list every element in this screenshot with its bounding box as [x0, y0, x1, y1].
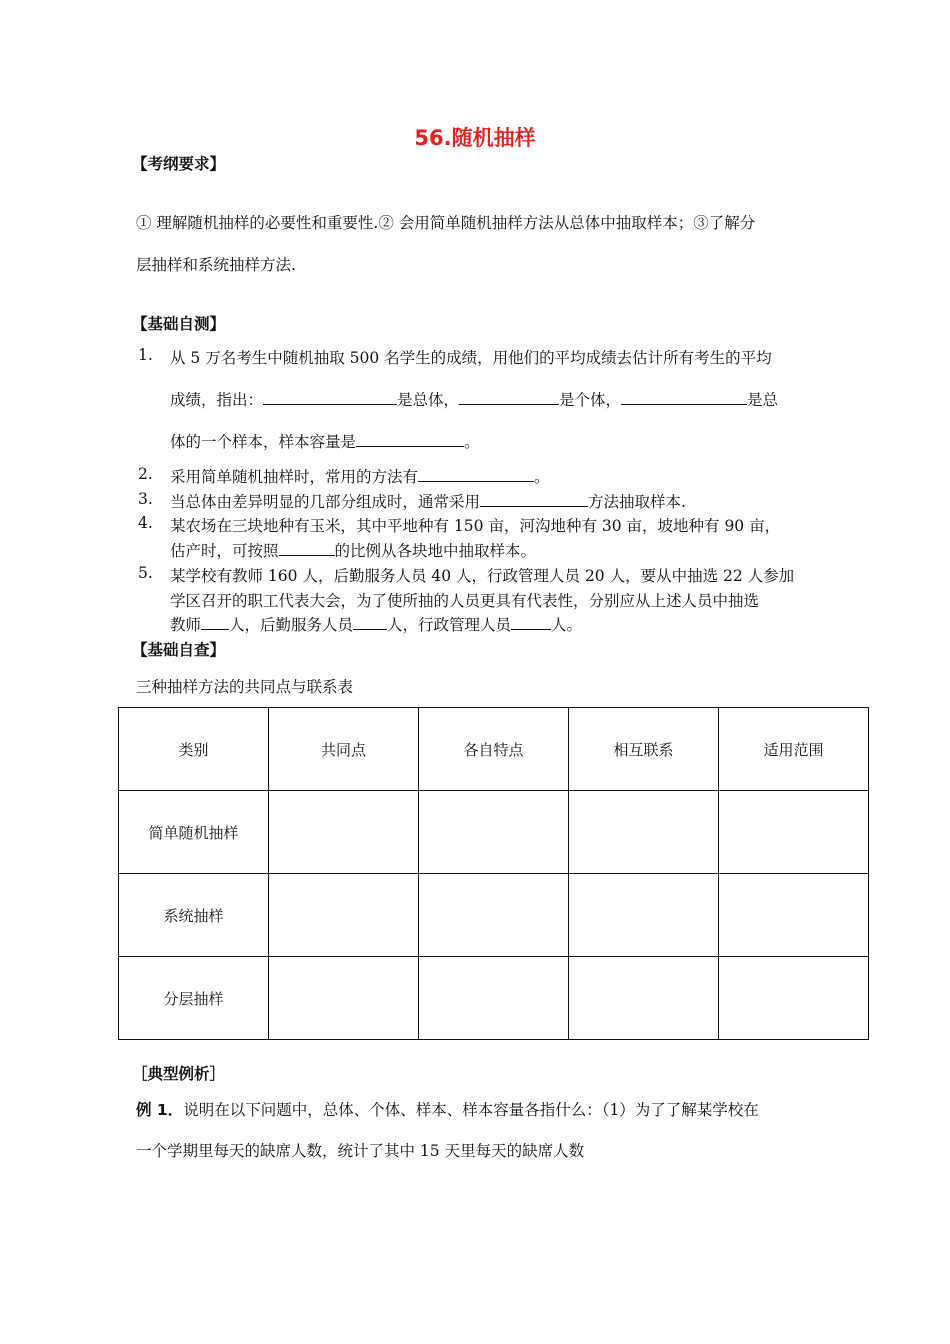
table-header-cell: 各自特点 — [419, 708, 569, 791]
table-row — [119, 791, 869, 874]
answer-cell[interactable] — [419, 874, 569, 957]
answer-blank[interactable] — [356, 431, 464, 447]
question-5-line-2: 学区召开的职工代表大会，为了使所抽的人员更具有代表性，分别应从上述人员中抽选 — [170, 592, 760, 610]
table-header-row — [119, 708, 869, 791]
table-row — [119, 957, 869, 1040]
question-text: 。 — [464, 433, 480, 451]
answer-cell[interactable] — [719, 791, 869, 874]
question-5-line-3: 教师 人，后勤服务人员 人，行政管理人员 人。 — [170, 616, 583, 634]
answer-blank[interactable] — [480, 491, 588, 507]
question-text: 成绩，指出： — [170, 391, 264, 409]
answer-blank[interactable] — [418, 466, 534, 482]
examples-heading: ［典型例析］ — [132, 1065, 226, 1083]
example-label: 例 1． — [136, 1101, 184, 1119]
question-number: 1. — [138, 346, 153, 364]
answer-cell[interactable] — [569, 957, 719, 1040]
answer-cell[interactable] — [719, 874, 869, 957]
table-caption: 三种抽样方法的共同点与联系表 — [136, 678, 354, 696]
page-title: 56.随机抽样 — [414, 126, 536, 150]
answer-blank[interactable] — [459, 389, 559, 405]
table-header-cell: 适用范围 — [719, 708, 869, 791]
answer-cell[interactable] — [269, 957, 419, 1040]
answer-blank[interactable] — [621, 389, 747, 405]
example-1-line-2: 一个学期里每天的缺席人数，统计了其中 15 天里每天的缺席人数 — [136, 1142, 585, 1160]
answer-cell[interactable] — [419, 791, 569, 874]
self-check-heading: 【基础自查】 — [132, 641, 226, 659]
question-text: 是总体， — [397, 391, 460, 409]
table-row — [119, 874, 869, 957]
table-header-cell: 共同点 — [269, 708, 419, 791]
question-number: 2. — [138, 465, 153, 483]
question-text: 是个体， — [559, 391, 622, 409]
answer-blank[interactable] — [201, 614, 229, 630]
question-number: 5. — [138, 564, 153, 582]
answer-blank[interactable] — [353, 614, 387, 630]
answer-blank[interactable] — [511, 614, 551, 630]
answer-blank[interactable] — [263, 389, 397, 405]
question-1-line-2 — [170, 388, 778, 410]
answer-cell[interactable] — [569, 791, 719, 874]
question-4-line-2: 估产时，可按照 的比例从各块地中抽取样本。 — [170, 542, 537, 560]
question-text: 当总体由差异明显的几部分组成时，通常采用 方法抽取样本. — [170, 493, 686, 511]
answer-blank[interactable] — [279, 540, 335, 556]
question-text: 体的一个样本，样本容量是 — [170, 433, 357, 451]
self-test-heading: 【基础自测】 — [132, 315, 226, 333]
answer-cell[interactable] — [719, 957, 869, 1040]
requirements-line-2: 层抽样和系统抽样方法. — [136, 256, 296, 274]
question-number: 3. — [138, 490, 153, 508]
requirements-heading: 【考纲要求】 — [132, 155, 226, 173]
answer-cell[interactable] — [269, 874, 419, 957]
question-text: 某农场在三块地种有玉米，其中平地种有 150 亩，河沟地种有 30 亩，坡地种有 90 亩， — [170, 517, 781, 535]
table-header-cell: 类别 — [119, 708, 269, 791]
answer-cell[interactable] — [419, 957, 569, 1040]
question-text: 从 5 万名考生中随机抽取 500 名学生的成绩，用他们的平均成绩去估计所有考生的平均 — [170, 349, 772, 367]
question-1-line-3 — [170, 430, 480, 452]
row-label-cell: 系统抽样 — [119, 874, 269, 957]
table-header-cell: 相互联系 — [569, 708, 719, 791]
question-text: 是总 — [747, 391, 779, 409]
answer-cell[interactable] — [569, 874, 719, 957]
example-text: 说明在以下问题中，总体、个体、样本、样本容量各指什么：（1）为了了解某学校在 — [183, 1101, 759, 1119]
sampling-methods-table — [118, 707, 869, 1040]
requirements-line-1: ① 理解随机抽样的必要性和重要性.② 会用简单随机抽样方法从总体中抽取样本；③了解分 — [136, 214, 756, 232]
question-text: 某学校有教师 160 人，后勤服务人员 40 人，行政管理人员 20 人，要从中抽选 22 人参加 — [170, 567, 795, 585]
example-1-line-1 — [136, 1098, 759, 1120]
question-number: 4. — [138, 514, 153, 532]
answer-cell[interactable] — [269, 791, 419, 874]
row-label-cell: 简单随机抽样 — [119, 791, 269, 874]
question-text: 采用简单随机抽样时，常用的方法有 。 — [170, 468, 550, 486]
row-label-cell: 分层抽样 — [119, 957, 269, 1040]
